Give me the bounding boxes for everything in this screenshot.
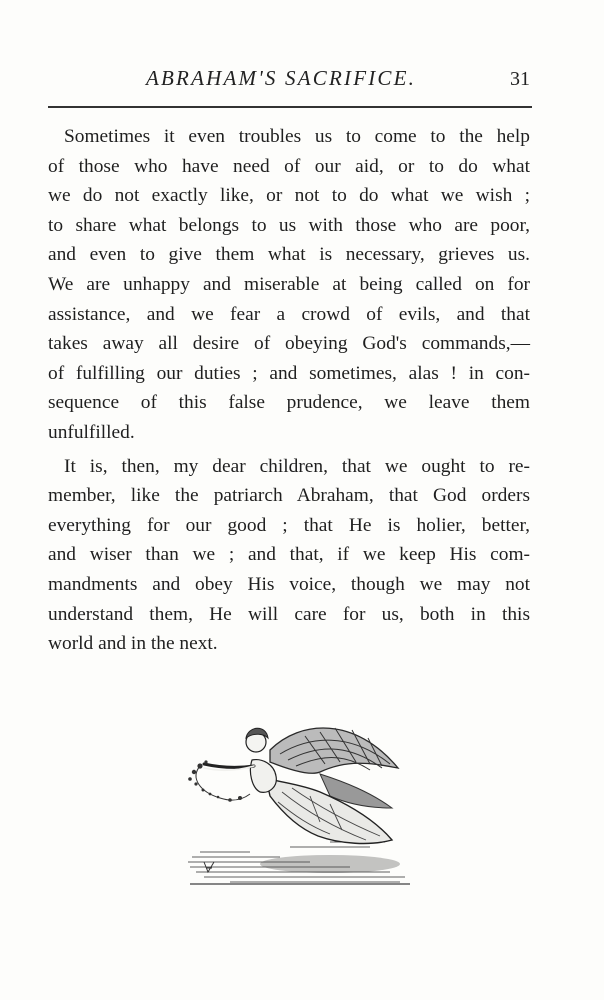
text-line: unfulfilled. — [48, 421, 135, 443]
text-line: and even to give them what is necessary, grieves us. — [48, 244, 530, 266]
text-line: mandments and obey His voice, though we may not — [48, 573, 530, 595]
running-head — [48, 66, 530, 98]
body-text — [48, 122, 530, 659]
text-line: of fulfilling our duties ; and sometimes, alas ! in con- — [48, 362, 530, 384]
text-line: we do not exactly like, or not to do what we wish ; — [48, 185, 530, 207]
text-line: everything for our good ; that He is holier, better, — [48, 514, 530, 536]
text-line: member, like the patriarch Abraham, that God orders — [48, 485, 530, 507]
text-line: to share what belongs to us with those who are poor, — [48, 214, 530, 236]
text-line: takes away all desire of obeying God's commands,— — [48, 333, 530, 355]
text-line: and wiser than we ; and that, if we keep His com- — [48, 544, 530, 566]
text-line: world and in the next. — [48, 633, 218, 655]
text-line: understand them, He will care for us, both in this — [48, 603, 530, 625]
text-line: assistance, and we fear a crowd of evils, and that — [48, 303, 530, 325]
paragraph-1 — [48, 122, 530, 448]
text-line: We are unhappy and miserable at being called on for — [48, 273, 530, 295]
text-line: of those who have need of our aid, or to do what — [48, 155, 530, 177]
text-line: It is, then, my dear children, that we ought to re- — [64, 455, 530, 477]
angel-vignette-icon — [170, 712, 420, 892]
paragraph-2 — [48, 452, 530, 659]
running-title: ABRAHAM'S SACRIFICE. — [146, 66, 417, 90]
text-line: sequence of this false prudence, we leave them — [48, 392, 530, 414]
text-line: Sometimes it even troubles us to come to the help — [64, 126, 530, 147]
page-number: 31 — [510, 68, 530, 90]
header-rule — [48, 106, 532, 108]
